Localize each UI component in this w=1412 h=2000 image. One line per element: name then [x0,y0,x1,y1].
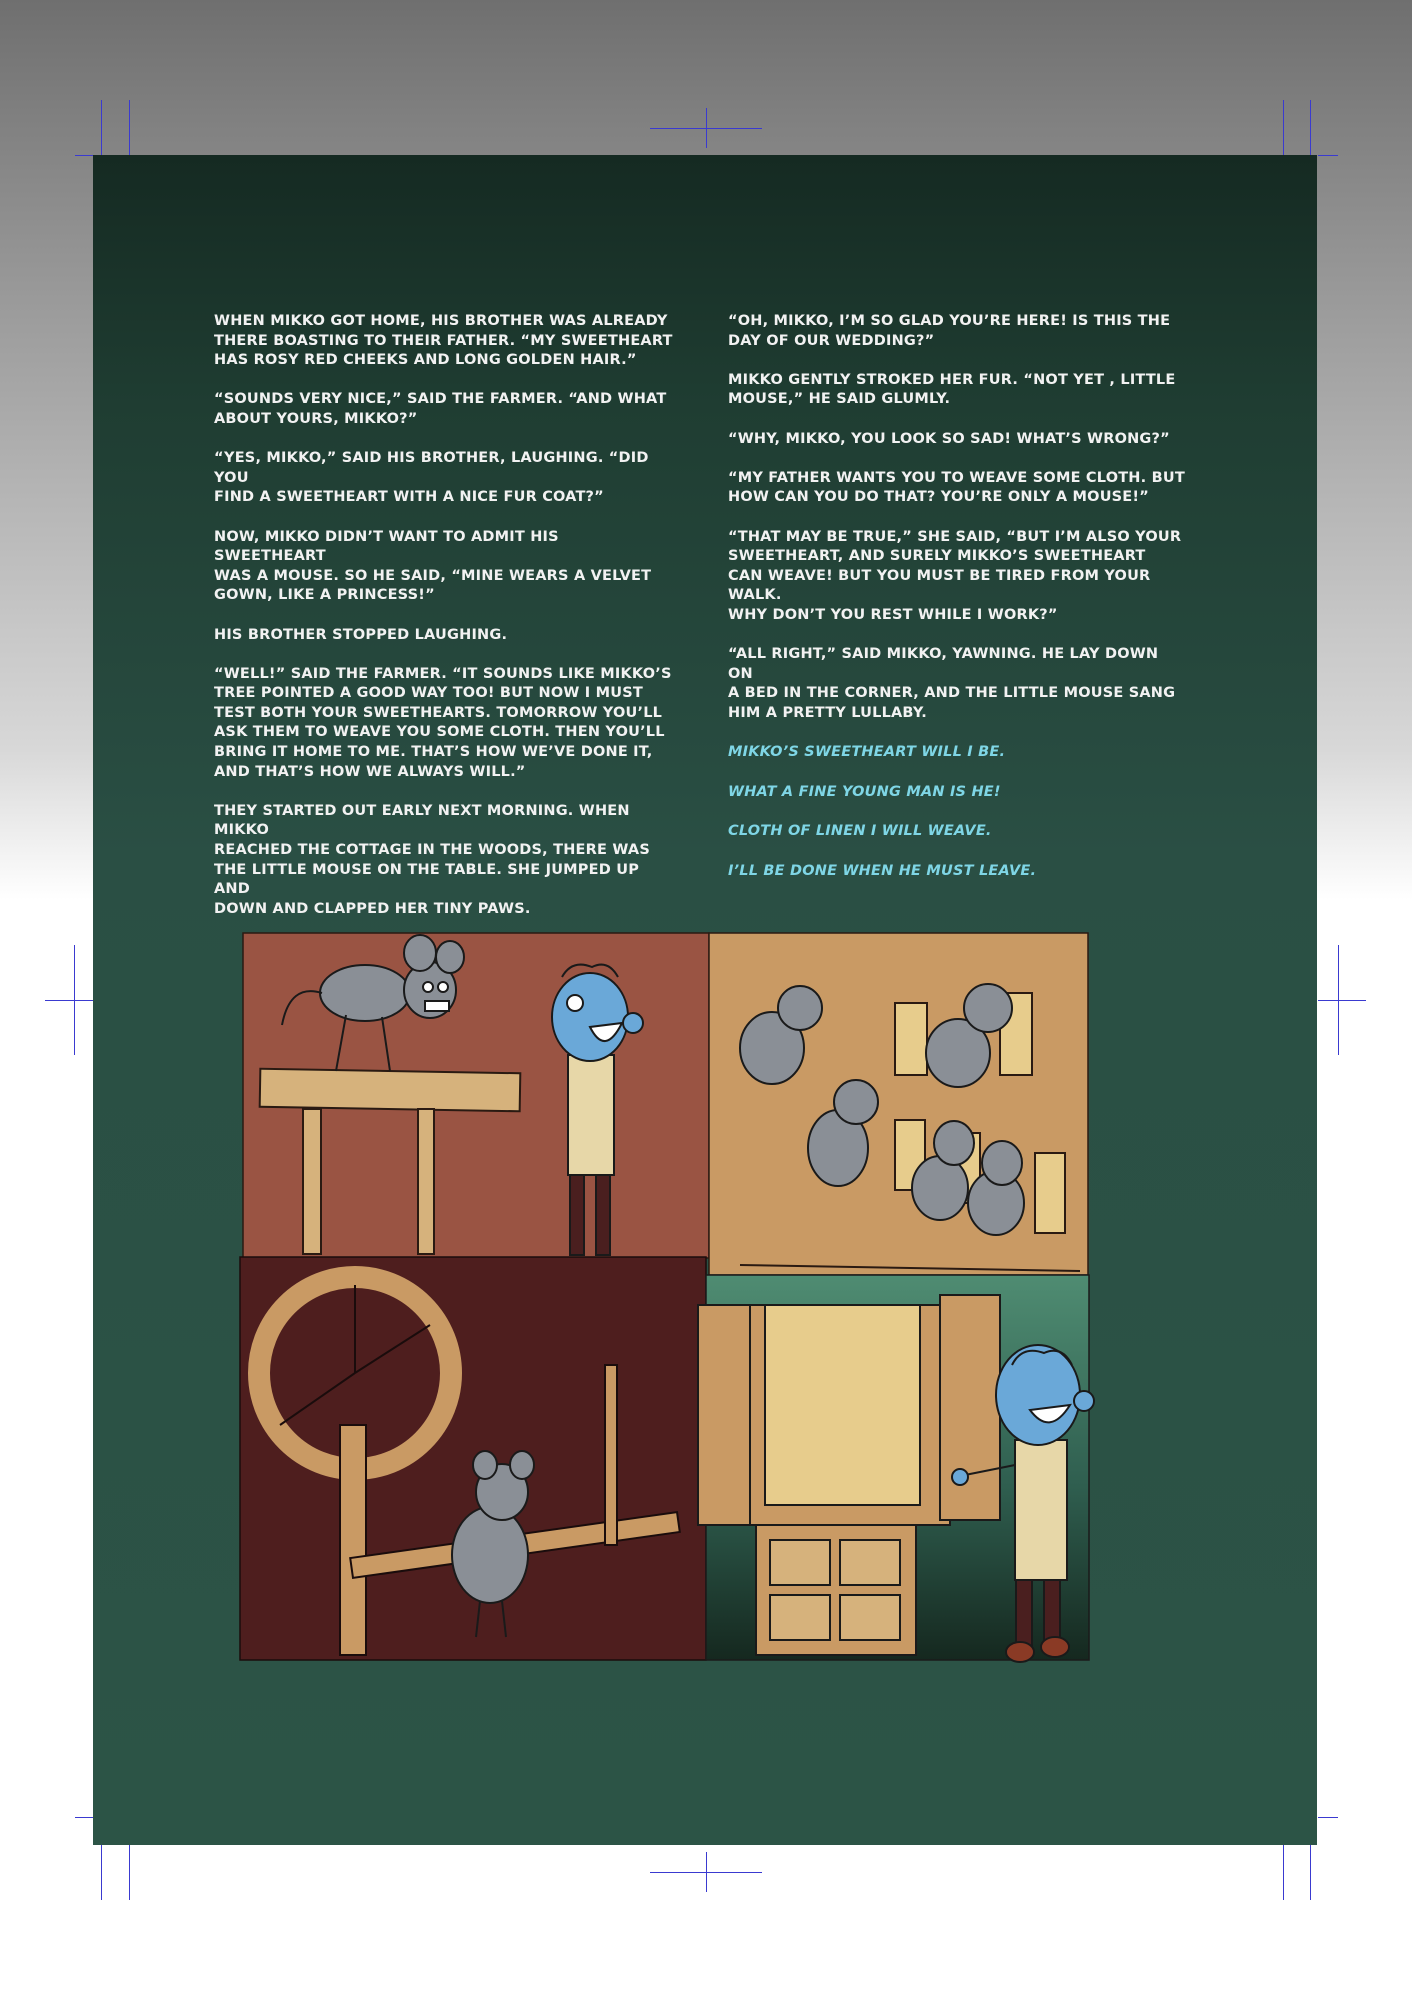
crop-mark [1318,1000,1366,1001]
crop-mark [706,108,707,148]
crop-mark [75,1817,95,1818]
story-paragraph: “OH, MIKKO, I’M SO GLAD YOU’RE HERE! IS THIS THE DAY OF OUR WEDDING?” [728,313,1171,349]
story-paragraph: “YES, MIKKO,” SAID HIS BROTHER, LAUGHING. “DID YOU FIND A SWEETHEART WITH A NICE FUR COAT?” [214,450,649,506]
crop-mark [74,945,75,1055]
song-line: I’LL BE DONE WHEN HE MUST LEAVE. [728,862,1037,879]
story-paragraph: WHEN MIKKO GOT HOME, HIS BROTHER WAS ALREADY THERE BOASTING TO THEIR FATHER. “MY SWEETHEART HAS ROSY RED CHEEKS AND LONG GOLDEN HAIR.” [214,313,673,369]
crop-mark [1318,1817,1338,1818]
story-paragraph: “WELL!” SAID THE FARMER. “IT SOUNDS LIKE MIKKO’S TREE POINTED A GOOD WAY TOO! BUT NOW I MUST TEST BOTH YOUR SWEETHEARTS. TOMORROW YOU’LL ASK THEM TO WEAVE YOU SOME CLOTH. THEN YOU’LL BRING IT HOME TO ME. THAT’S HOW WE’VE DONE IT, AND THAT’S HOW WE ALWAYS WILL.” [214,665,672,780]
story-paragraph: “MY FATHER WANTS YOU TO WEAVE SOME CLOTH. BUT HOW CAN YOU DO THAT? YOU’RE ONLY A MOUSE!” [728,469,1185,506]
panel-mouse-on-table [243,933,709,1258]
illustration [150,765,1122,1665]
story-paragraph: “SOUNDS VERY NICE,” SAID THE FARMER. “AND WHAT ABOUT YOURS, MIKKO?” [214,391,667,427]
crop-mark [1338,945,1339,1055]
song-line: MIKKO’S SWEETHEART WILL I BE. [728,744,1006,761]
crop-mark [1318,155,1338,156]
crop-mark [706,1852,707,1892]
crop-mark [45,1000,93,1001]
story-paragraph: NOW, MIKKO DIDN’T WANT TO ADMIT HIS SWEETHEART WAS A MOUSE. SO HE SAID, “MINE WEARS A VELVET GOWN, LIKE A PRINCESS!” [214,528,652,604]
story-paragraph: HIS BROTHER STOPPED LAUGHING. [214,626,508,643]
crop-mark [75,155,95,156]
song-line: WHAT A FINE YOUNG MAN IS HE! [728,783,1001,800]
story-paragraph: “WHY, MIKKO, YOU LOOK SO SAD! WHAT’S WRONG?” [728,430,1170,447]
story-paragraph: “THAT MAY BE TRUE,” SHE SAID, “BUT I’M ALSO YOUR SWEETHEART, AND SURELY MIKKO’S SWEETHEART CAN WEAVE! BUT YOU MUST BE TIRED FROM YOUR WALK. WHY DON’T YOU REST WHILE I WORK?” [728,528,1182,623]
panel-cabinet [698,1275,1094,1662]
panel-spinning-wheel [240,1257,706,1660]
story-paragraph: THEY STARTED OUT EARLY NEXT MORNING. WHEN MIKKO REACHED THE COTTAGE IN THE WOODS, THERE WAS THE LITTLE MOUSE ON THE TABLE. SHE JUMPED UP AND DOWN AND CLAPPED HER TINY PAWS. [214,802,650,917]
story-paragraph: MIKKO GENTLY STROKED HER FUR. “NOT YET , LITTLE MOUSE,” HE SAID GLUMLY. [728,371,1176,408]
panel-mice-with-chairs [709,933,1088,1275]
story-paragraph: “ALL RIGHT,” SAID MIKKO, YAWNING. HE LAY DOWN ON A BED IN THE CORNER, AND THE LITTLE MOUSE SANG HIM A PRETTY LULLABY. [728,646,1176,721]
song-line: CLOTH OF LINEN I WILL WEAVE. [728,823,992,840]
